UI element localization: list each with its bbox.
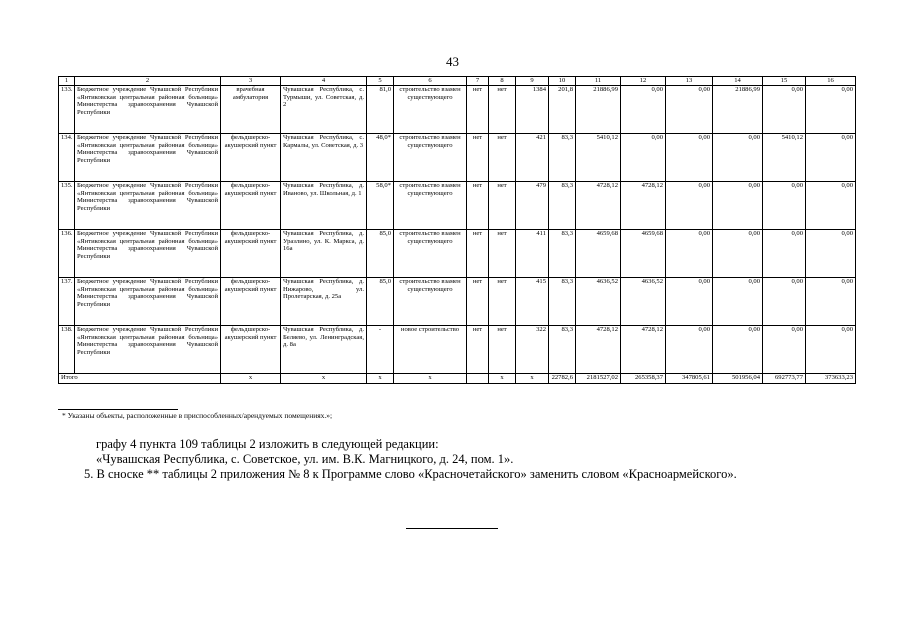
column-number: 11 [576,77,621,86]
object-type: фельдшерско-акушерский пункт [221,278,281,326]
cell-value: 0,00 [713,326,763,374]
cell-value: 692773,77 [763,374,806,384]
row-number: 136. [59,230,75,278]
cell-value: 0,00 [666,134,713,182]
cell-value: 83,3 [549,278,576,326]
footnote: * Указаны объекты, расположенные в приспособленных/арендуемых помещениях.»; [62,411,333,420]
column-number: 8 [489,77,516,86]
cell-value: 5410,12 [763,134,806,182]
total-row [59,374,856,384]
cell-value: 83,3 [549,134,576,182]
object-address: Чувашская Республика, д. Уразлино, ул. К. Маркса, д. 16а [281,230,367,278]
column-number: 12 [621,77,666,86]
cell-value: 0,00 [806,326,856,374]
cell-value: 0,00 [666,326,713,374]
cell-value: нет [489,278,516,326]
cell-value: 0,00 [806,230,856,278]
institution-name: Бюджетное учреждение Чувашской Республики «Янтиковская центральная районная больница» Министерства здравоохранения Чувашской Республики [75,134,221,182]
cell-value: 0,00 [763,278,806,326]
cell-value: 83,3 [549,230,576,278]
cell-value: 0,00 [666,86,713,134]
object-address: Чувашская Республика, д. Иваново, ул. Школьная, д. 1 [281,182,367,230]
institution-name: Бюджетное учреждение Чувашской Республики «Янтиковская центральная районная больница» Министерства здравоохранения Чувашской Республики [75,326,221,374]
cell-value: 58,0* [367,182,394,230]
cell-value: 4659,68 [621,230,666,278]
cell-value: 21886,99 [576,86,621,134]
cell-value: 22782,6 [549,374,576,384]
paragraph: графу 4 пункта 109 таблицы 2 изложить в следующей редакции: [96,437,439,451]
cell-value: 265358,37 [621,374,666,384]
cell-value: 4728,12 [576,182,621,230]
cell-value: 85,0 [367,278,394,326]
cell-value: 0,00 [763,86,806,134]
cell-value: 4636,52 [621,278,666,326]
cell-value: нет [467,134,489,182]
cell-value: 0,00 [806,134,856,182]
cell-value: нет [489,86,516,134]
institution-name: Бюджетное учреждение Чувашской Республики «Янтиковская центральная районная больница» Министерства здравоохранения Чувашской Республики [75,278,221,326]
work-type: строительство взамен существующего [394,278,467,326]
cell-value: нет [467,182,489,230]
work-type: новое строительство [394,326,467,374]
cell-value: 0,00 [713,230,763,278]
object-address: Чувашская Республика, д. Нижарово, ул. Пролетарская, д. 25а [281,278,367,326]
cell-value: 501956,04 [713,374,763,384]
cell-value: 83,3 [549,182,576,230]
cell-value: 0,00 [806,278,856,326]
page-number: 43 [446,54,459,69]
cell-value: 0,00 [806,182,856,230]
column-number: 14 [713,77,763,86]
institution-name: Бюджетное учреждение Чувашской Республики «Янтиковская центральная районная больница» Министерства здравоохранения Чувашской Республики [75,86,221,134]
table-row [59,326,856,374]
work-type: строительство взамен существующего [394,230,467,278]
cell-value: нет [467,86,489,134]
table-row [59,134,856,182]
table-row [59,230,856,278]
object-address: Чувашская Республика, д. Беляево, ул. Ленинградская, д. 8а [281,326,367,374]
cell-value: нет [489,134,516,182]
column-number: 1 [59,77,75,86]
cell-value: 322 [516,326,549,374]
row-number: 137. [59,278,75,326]
column-number: 10 [549,77,576,86]
object-address: Чувашская Республика, с. Турмыши, ул. Советская, д. 2 [281,86,367,134]
cell-value: х [394,374,467,384]
cell-value: 479 [516,182,549,230]
paragraph: «Чувашская Республика, с. Советское, ул. им. В.К. Магницкого, д. 24, пом. 1». [96,452,514,466]
cell-value: 0,00 [713,182,763,230]
cell-value: 2181527,02 [576,374,621,384]
column-number: 3 [221,77,281,86]
cell-value: нет [489,326,516,374]
cell-value: 347805,61 [666,374,713,384]
row-number: 135. [59,182,75,230]
cell-value: х [516,374,549,384]
cell-value: 81,0 [367,86,394,134]
cell-value: нет [467,278,489,326]
cell-value: 0,00 [763,182,806,230]
cell-value: х [281,374,367,384]
cell-value: 0,00 [713,278,763,326]
table-header-row [59,77,856,86]
row-number: 134. [59,134,75,182]
cell-value: 201,8 [549,86,576,134]
cell-value: х [221,374,281,384]
table-row [59,182,856,230]
cell-value: 4636,52 [576,278,621,326]
cell-value: 0,00 [713,134,763,182]
column-number: 13 [666,77,713,86]
cell-value: 0,00 [666,182,713,230]
cell-value: 421 [516,134,549,182]
cell-value: 411 [516,230,549,278]
cell-value: 415 [516,278,549,326]
object-type: фельдшерско-акушерский пункт [221,182,281,230]
cell-value: 373633,23 [806,374,856,384]
cell-value: 0,00 [666,278,713,326]
work-type: строительство взамен существующего [394,182,467,230]
cell-value: 0,00 [763,230,806,278]
column-number: 9 [516,77,549,86]
cell-value: нет [489,230,516,278]
object-type: фельдшерско-акушерский пункт [221,326,281,374]
object-address: Чувашская Республика, с. Кармалы, ул. Советская, д. 3 [281,134,367,182]
cell-value: нет [489,182,516,230]
column-number: 15 [763,77,806,86]
cell-value: 4728,12 [621,326,666,374]
column-number: 5 [367,77,394,86]
institution-name: Бюджетное учреждение Чувашской Республики «Янтиковская центральная районная больница» Министерства здравоохранения Чувашской Республики [75,230,221,278]
cell-value: 5410,12 [576,134,621,182]
cell-value: нет [467,326,489,374]
cell-value: 4659,68 [576,230,621,278]
cell-value: 1384 [516,86,549,134]
cell-value: 85,0 [367,230,394,278]
end-divider [406,528,498,529]
row-number: 133. [59,86,75,134]
object-type: фельдшерско-акушерский пункт [221,230,281,278]
cell-value: 0,00 [763,326,806,374]
cell-value: 83,3 [549,326,576,374]
cell-value: 0,00 [621,86,666,134]
total-label: Итого [59,374,221,384]
column-number: 6 [394,77,467,86]
column-number: 2 [75,77,221,86]
cell-value: 21886,99 [713,86,763,134]
footnote-divider [58,409,178,410]
cell-value: 0,00 [621,134,666,182]
work-type: строительство взамен существующего [394,86,467,134]
objects-table [58,76,856,384]
work-type: строительство взамен существующего [394,134,467,182]
paragraph: 5. В сноске ** таблицы 2 приложения № 8 к Программе слово «Красночетайского» заменить словом «Красноармейского». [84,467,737,481]
row-number: 138. [59,326,75,374]
column-number: 7 [467,77,489,86]
cell-value [467,374,489,384]
cell-value: нет [467,230,489,278]
cell-value: 0,00 [806,86,856,134]
institution-name: Бюджетное учреждение Чувашской Республики «Янтиковская центральная районная больница» Министерства здравоохранения Чувашской Республики [75,182,221,230]
cell-value: х [367,374,394,384]
column-number: 4 [281,77,367,86]
cell-value: х [489,374,516,384]
object-type: фельдшерско-акушерский пункт [221,134,281,182]
table-row [59,278,856,326]
cell-value: - [367,326,394,374]
cell-value: 4728,12 [576,326,621,374]
cell-value: 48,0* [367,134,394,182]
object-type: врачебная амбулатория [221,86,281,134]
cell-value: 0,00 [666,230,713,278]
table-row [59,86,856,134]
column-number: 16 [806,77,856,86]
cell-value: 4728,12 [621,182,666,230]
